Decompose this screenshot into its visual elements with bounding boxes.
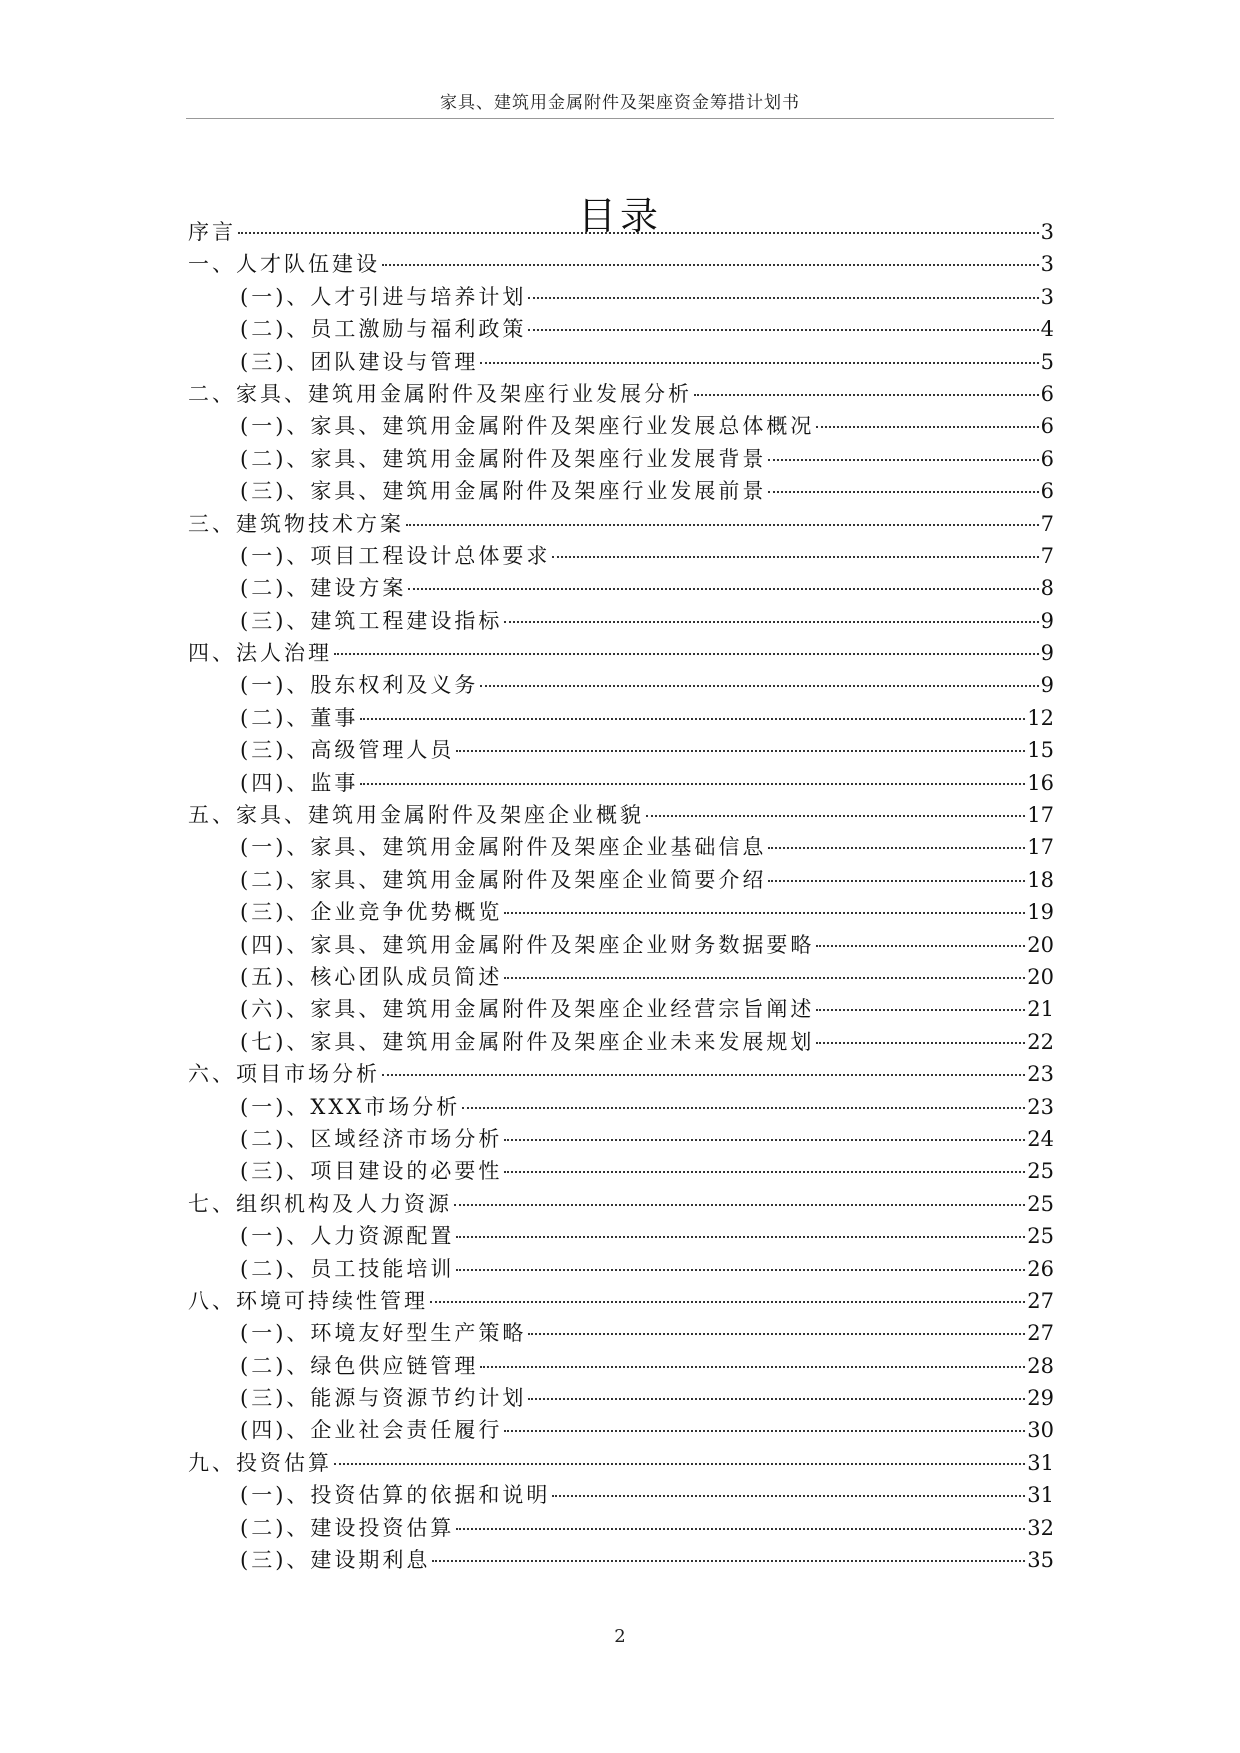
toc-dot-leader bbox=[480, 685, 1038, 687]
toc-entry[interactable] bbox=[188, 1512, 1054, 1544]
toc-dot-leader bbox=[480, 362, 1038, 364]
toc-entry[interactable] bbox=[188, 734, 1054, 766]
toc-entry[interactable] bbox=[188, 508, 1054, 540]
toc-entry-title: (二)、员工激励与福利政策 bbox=[240, 317, 527, 342]
toc-dot-leader bbox=[334, 1463, 1025, 1465]
toc-entry-page: 3 bbox=[1040, 284, 1054, 309]
toc-dot-leader bbox=[504, 977, 1025, 979]
toc-entry[interactable] bbox=[188, 1382, 1054, 1414]
toc-entry-page: 29 bbox=[1027, 1386, 1054, 1411]
toc-entry[interactable] bbox=[188, 831, 1054, 863]
toc-dot-leader bbox=[552, 1495, 1025, 1497]
toc-dot-leader bbox=[816, 1042, 1025, 1044]
toc-entry-title: 一、人才队伍建设 bbox=[188, 252, 380, 277]
toc-entry[interactable] bbox=[188, 378, 1054, 410]
toc-dot-leader bbox=[360, 783, 1025, 785]
toc-entry-title: 七、组织机构及人力资源 bbox=[188, 1191, 452, 1216]
toc-entry[interactable] bbox=[188, 1091, 1054, 1123]
toc-entry-title: (二)、家具、建筑用金属附件及架座行业发展背景 bbox=[240, 446, 767, 471]
toc-entry-page: 6 bbox=[1040, 479, 1054, 504]
toc-dot-leader bbox=[406, 524, 1039, 526]
toc-entry-page: 6 bbox=[1040, 414, 1054, 439]
toc-entry-title: (六)、家具、建筑用金属附件及架座企业经营宗旨阐述 bbox=[240, 997, 815, 1022]
toc-entry[interactable] bbox=[188, 1155, 1054, 1187]
toc-entry[interactable] bbox=[188, 1220, 1054, 1252]
toc-entry-page: 27 bbox=[1027, 1288, 1054, 1313]
toc-dot-leader bbox=[528, 297, 1038, 299]
toc-entry-page: 23 bbox=[1027, 1062, 1054, 1087]
running-header: 家具、建筑用金属附件及架座资金筹措计划书 bbox=[440, 93, 800, 113]
toc-entry-page: 31 bbox=[1027, 1483, 1054, 1508]
toc-entry-title: (三)、建设期利息 bbox=[240, 1548, 431, 1573]
toc-dot-leader bbox=[816, 1009, 1025, 1011]
toc-entry-title: (三)、高级管理人员 bbox=[240, 738, 455, 763]
toc-entry[interactable] bbox=[188, 1058, 1054, 1090]
toc-entry-page: 6 bbox=[1040, 446, 1054, 471]
toc-entry[interactable] bbox=[188, 669, 1054, 701]
toc-dot-leader bbox=[456, 1528, 1025, 1530]
toc-dot-leader bbox=[528, 329, 1038, 331]
toc-entry-title: 三、建筑物技术方案 bbox=[188, 511, 404, 536]
toc-entry-title: (三)、能源与资源节约计划 bbox=[240, 1386, 527, 1411]
toc-entry-page: 12 bbox=[1027, 705, 1054, 730]
toc-entry-page: 6 bbox=[1040, 381, 1054, 406]
toc-dot-leader bbox=[816, 945, 1025, 947]
toc-entry-page: 23 bbox=[1027, 1094, 1054, 1119]
toc-entry-title: 序言 bbox=[188, 220, 236, 244]
toc-entry[interactable] bbox=[188, 248, 1054, 280]
toc-entry[interactable] bbox=[188, 1317, 1054, 1349]
toc-entry-title: (二)、建设投资估算 bbox=[240, 1515, 455, 1540]
toc-entry-page: 28 bbox=[1027, 1353, 1054, 1378]
toc-entry-title: 四、法人治理 bbox=[188, 641, 332, 666]
toc-entry[interactable] bbox=[188, 443, 1054, 475]
toc-entry[interactable] bbox=[188, 864, 1054, 896]
toc-entry[interactable] bbox=[188, 540, 1054, 572]
toc-entry-page: 25 bbox=[1027, 1224, 1054, 1249]
toc-entry-page: 4 bbox=[1040, 317, 1054, 342]
toc-entry-title: 九、投资估算 bbox=[188, 1450, 332, 1475]
toc-dot-leader bbox=[408, 588, 1038, 590]
toc-entry-title: (二)、绿色供应链管理 bbox=[240, 1353, 479, 1378]
toc-dot-leader bbox=[360, 718, 1025, 720]
toc-entry[interactable] bbox=[188, 961, 1054, 993]
toc-entry[interactable] bbox=[188, 637, 1054, 669]
toc-entry-page: 22 bbox=[1027, 1029, 1054, 1054]
page-number: 2 bbox=[614, 1626, 626, 1647]
toc-entry[interactable] bbox=[188, 896, 1054, 928]
toc-entry-title: 八、环境可持续性管理 bbox=[188, 1288, 428, 1313]
toc-entry[interactable] bbox=[188, 767, 1054, 799]
header-rule bbox=[186, 118, 1054, 119]
toc-entry-title: (一)、家具、建筑用金属附件及架座企业基础信息 bbox=[240, 835, 767, 860]
toc-entry-page: 17 bbox=[1027, 803, 1054, 828]
toc-dot-leader bbox=[504, 1171, 1025, 1173]
toc-dot-leader bbox=[694, 394, 1039, 396]
toc-entry-page: 20 bbox=[1027, 932, 1054, 957]
toc-entry-title: (三)、团队建设与管理 bbox=[240, 349, 479, 374]
toc-dot-leader bbox=[238, 232, 1039, 234]
toc-entry-page: 9 bbox=[1040, 641, 1054, 666]
toc-dot-leader bbox=[456, 1236, 1025, 1238]
toc-entry-page: 7 bbox=[1040, 543, 1054, 568]
toc-dot-leader bbox=[504, 1430, 1025, 1432]
toc-entry-title: (一)、XXX市场分析 bbox=[240, 1094, 461, 1119]
toc-entry-title: (一)、投资估算的依据和说明 bbox=[240, 1483, 551, 1508]
toc-entry[interactable] bbox=[188, 410, 1054, 442]
toc-dot-leader bbox=[456, 750, 1025, 752]
toc-entry[interactable] bbox=[188, 216, 1054, 248]
toc-entry[interactable] bbox=[188, 702, 1054, 734]
toc-entry-page: 9 bbox=[1040, 673, 1054, 698]
toc-entry-page: 18 bbox=[1027, 867, 1054, 892]
toc-dot-leader bbox=[504, 912, 1025, 914]
toc-dot-leader bbox=[552, 556, 1038, 558]
toc-entry[interactable] bbox=[188, 281, 1054, 313]
toc-entry[interactable] bbox=[188, 605, 1054, 637]
toc-dot-leader bbox=[462, 1107, 1025, 1109]
toc-dot-leader bbox=[454, 1204, 1025, 1206]
toc-dot-leader bbox=[334, 653, 1039, 655]
toc-entry[interactable] bbox=[188, 1123, 1054, 1155]
toc-entry-title: (一)、人才引进与培养计划 bbox=[240, 284, 527, 309]
toc-entry[interactable] bbox=[188, 1447, 1054, 1479]
toc-entry-page: 35 bbox=[1027, 1548, 1054, 1573]
toc-dot-leader bbox=[768, 459, 1038, 461]
toc-dot-leader bbox=[768, 880, 1025, 882]
toc-entry-page: 31 bbox=[1027, 1450, 1054, 1475]
toc-entry[interactable] bbox=[188, 572, 1054, 604]
toc-entry-title: (二)、家具、建筑用金属附件及架座企业简要介绍 bbox=[240, 867, 767, 892]
toc-entry[interactable] bbox=[188, 1350, 1054, 1382]
toc-entry-page: 32 bbox=[1027, 1515, 1054, 1540]
toc-entry-page: 20 bbox=[1027, 964, 1054, 989]
toc-entry[interactable] bbox=[188, 1285, 1054, 1317]
toc-entry[interactable] bbox=[188, 1026, 1054, 1058]
toc-dot-leader bbox=[504, 621, 1038, 623]
toc-entry-title: 五、家具、建筑用金属附件及架座企业概貌 bbox=[188, 803, 644, 828]
toc-entry-page: 25 bbox=[1027, 1191, 1054, 1216]
toc-entry-title: (四)、家具、建筑用金属附件及架座企业财务数据要略 bbox=[240, 932, 815, 957]
toc-entry[interactable] bbox=[188, 475, 1054, 507]
toc-dot-leader bbox=[816, 426, 1038, 428]
toc-entry[interactable] bbox=[188, 929, 1054, 961]
toc-entry-title: (五)、核心团队成员简述 bbox=[240, 964, 503, 989]
toc-entry[interactable] bbox=[188, 1414, 1054, 1446]
toc-entry[interactable] bbox=[188, 1544, 1054, 1576]
toc-entry-page: 26 bbox=[1027, 1256, 1054, 1281]
toc-entry-title: (一)、项目工程设计总体要求 bbox=[240, 543, 551, 568]
toc-entry-page: 21 bbox=[1027, 997, 1054, 1022]
toc-dot-leader bbox=[528, 1398, 1025, 1400]
toc-entry-title: (二)、董事 bbox=[240, 705, 359, 730]
toc-entry[interactable] bbox=[188, 1253, 1054, 1285]
toc-entry-title: (二)、区域经济市场分析 bbox=[240, 1126, 503, 1151]
toc-entry-title: (三)、家具、建筑用金属附件及架座行业发展前景 bbox=[240, 479, 767, 504]
toc-entry-page: 17 bbox=[1027, 835, 1054, 860]
toc-entry-title: (一)、人力资源配置 bbox=[240, 1224, 455, 1249]
toc-entry-page: 24 bbox=[1027, 1126, 1054, 1151]
toc-dot-leader bbox=[456, 1269, 1025, 1271]
toc-dot-leader bbox=[768, 491, 1038, 493]
toc-entry-title: (一)、家具、建筑用金属附件及架座行业发展总体概况 bbox=[240, 414, 815, 439]
toc-dot-leader bbox=[382, 264, 1039, 266]
toc-entry[interactable] bbox=[188, 1479, 1054, 1511]
toc-entry-page: 9 bbox=[1040, 608, 1054, 633]
toc-entry-page: 7 bbox=[1040, 511, 1054, 536]
toc-entry-page: 5 bbox=[1040, 349, 1054, 374]
toc-entry-title: (四)、监事 bbox=[240, 770, 359, 795]
toc-dot-leader bbox=[504, 1139, 1025, 1141]
toc-entry[interactable] bbox=[188, 799, 1054, 831]
toc-entry-title: (二)、建设方案 bbox=[240, 576, 407, 601]
toc-entry-title: (七)、家具、建筑用金属附件及架座企业未来发展规划 bbox=[240, 1029, 815, 1054]
toc-entry-page: 16 bbox=[1027, 770, 1054, 795]
toc-entry[interactable] bbox=[188, 993, 1054, 1025]
toc-entry-title: (四)、企业社会责任履行 bbox=[240, 1418, 503, 1443]
toc-dot-leader bbox=[768, 847, 1025, 849]
toc-entry-title: (一)、环境友好型生产策略 bbox=[240, 1321, 527, 1346]
toc-entry-title: (二)、员工技能培训 bbox=[240, 1256, 455, 1281]
toc-dot-leader bbox=[382, 1074, 1025, 1076]
toc-dot-leader bbox=[430, 1301, 1025, 1303]
toc-entry-page: 3 bbox=[1040, 252, 1054, 277]
table-of-contents bbox=[188, 216, 1054, 1576]
toc-entry-title: (三)、项目建设的必要性 bbox=[240, 1159, 503, 1184]
toc-entry-title: 二、家具、建筑用金属附件及架座行业发展分析 bbox=[188, 381, 692, 406]
toc-dot-leader bbox=[480, 1366, 1025, 1368]
toc-entry-title: 六、项目市场分析 bbox=[188, 1062, 380, 1087]
toc-entry-page: 3 bbox=[1040, 220, 1054, 244]
toc-entry[interactable] bbox=[188, 346, 1054, 378]
toc-dot-leader bbox=[432, 1560, 1025, 1562]
toc-entry-page: 30 bbox=[1027, 1418, 1054, 1443]
toc-dot-leader bbox=[646, 815, 1025, 817]
toc-title: 目录 bbox=[577, 194, 662, 239]
toc-entry-title: (三)、企业竞争优势概览 bbox=[240, 900, 503, 925]
toc-entry[interactable] bbox=[188, 313, 1054, 345]
toc-dot-leader bbox=[528, 1333, 1025, 1335]
toc-entry-title: (三)、建筑工程建设指标 bbox=[240, 608, 503, 633]
toc-entry[interactable] bbox=[188, 1188, 1054, 1220]
toc-entry-page: 19 bbox=[1027, 900, 1054, 925]
toc-entry-title: (一)、股东权利及义务 bbox=[240, 673, 479, 698]
toc-entry-page: 25 bbox=[1027, 1159, 1054, 1184]
toc-entry-page: 8 bbox=[1040, 576, 1054, 601]
toc-entry-page: 27 bbox=[1027, 1321, 1054, 1346]
toc-entry-page: 15 bbox=[1027, 738, 1054, 763]
